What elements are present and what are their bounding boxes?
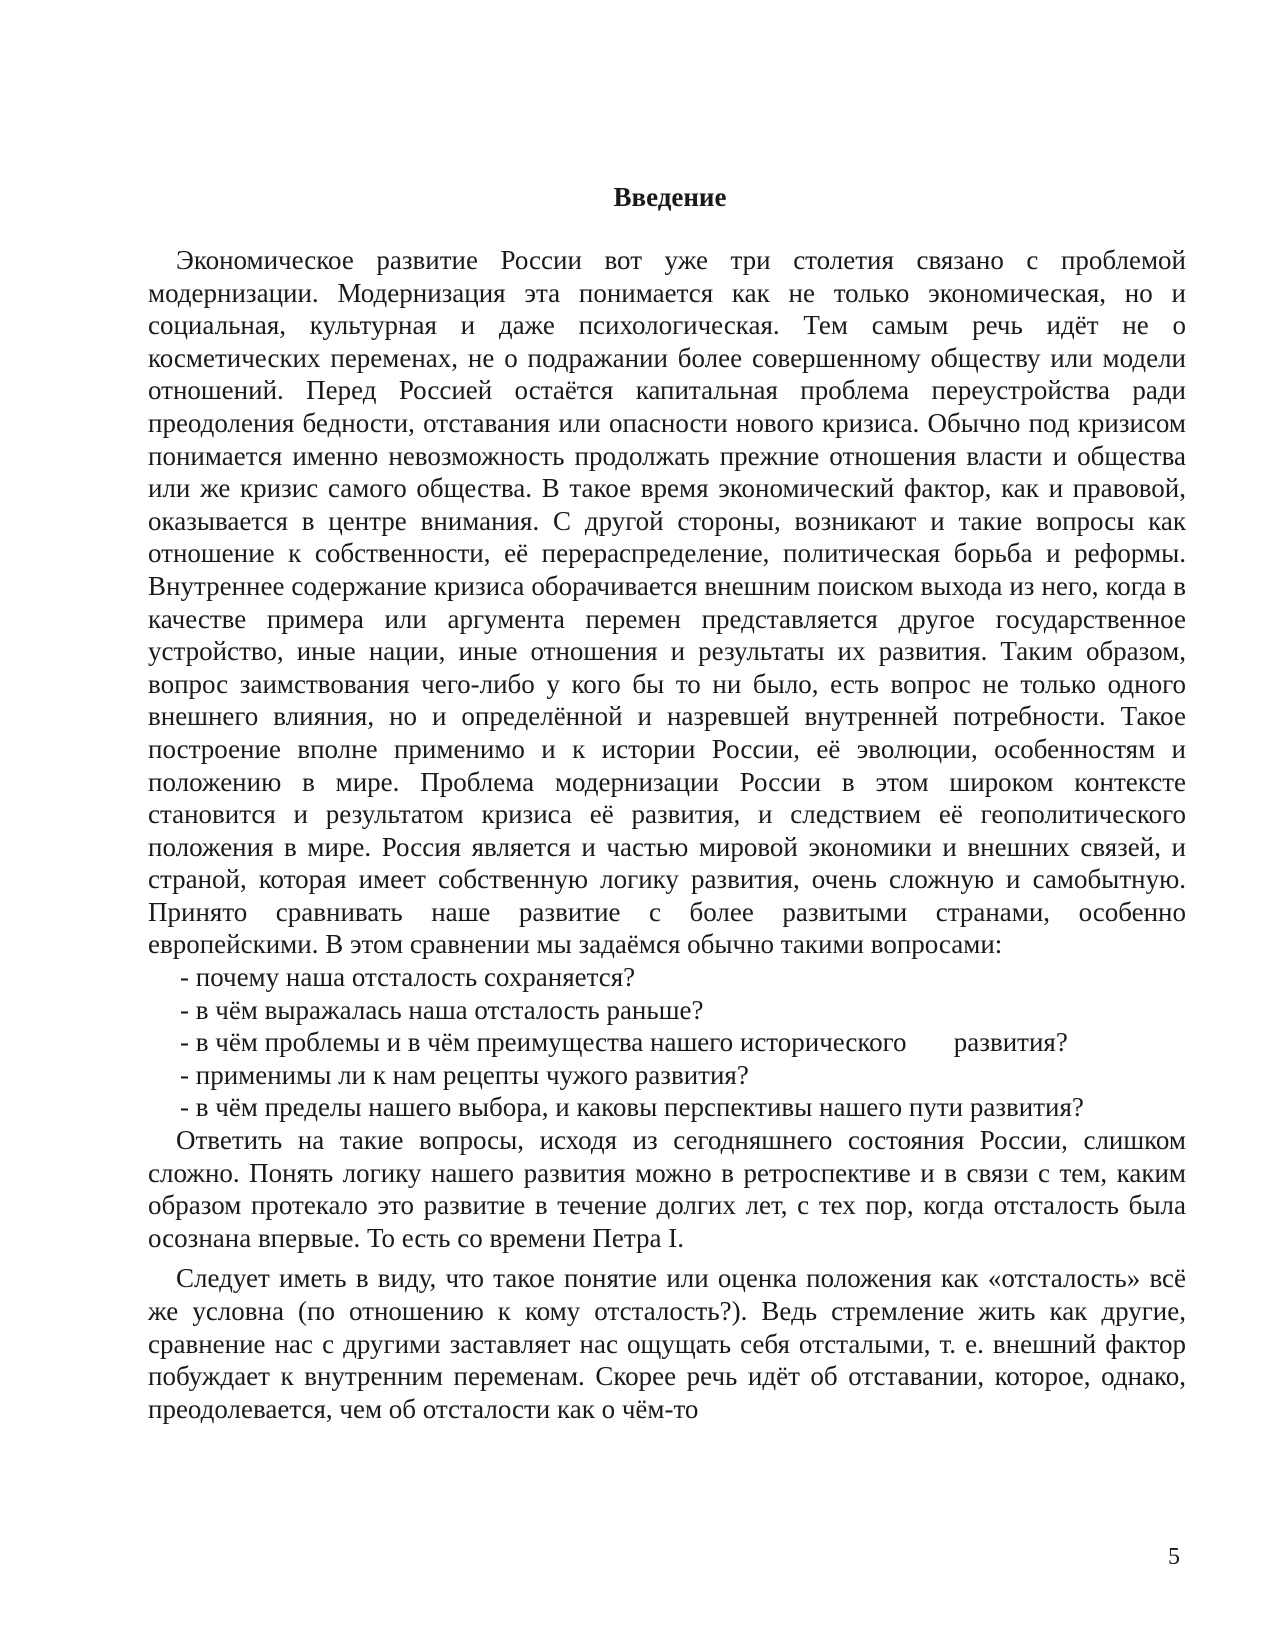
list-item: - в чём выражалась наша отсталость раньше? xyxy=(180,994,704,1025)
paragraph-answer: Ответить на такие вопросы, исходя из сегодняшнего состояния России, слишком сложно. Понять логику нашего развития можно в ретроспективе и в связи с тем, каким образом протекало это развитие в течение долгих лет, с тех пор, когда отсталость была осознана впервые. То есть со времени Петра I. xyxy=(148,1125,1186,1253)
list-item: - в чём пределы нашего выбора, и каковы перспективы нашего пути развития? xyxy=(180,1092,1084,1123)
page-number: 5 xyxy=(1168,1544,1180,1570)
paragraph-intro: Экономическое развитие России вот уже три столетия связано с проблемой модернизации. Модернизация эта понимается как не только экономическая, но и социальная, культурная и даже психологическая. Тем самым речь идёт не о косметических переменах, не о подражании более совершенному обществу или модели отношений. Перед Россией остаётся капитальная проблема переустройства ради преодоления бедности, отставания или опасности нового кризиса. Обычно под кризисом понимается именно невозможность продолжать прежние отношения власти и общества или же кризис самого общества. В такое время экономический фактор, как и правовой, оказывается в центре внимания. С другой стороны, возникают и такие вопросы как отношение к собственности, её перераспределение, политическая борьба и реформы. Внутреннее содержание кризиса оборачивается внешним поиском выхода из него, когда в качестве примера или аргумента перемен представляется другое государственное устройство, иные нации, иные отношения и результаты их развития. Таким образом, вопрос заимствования чего-либо у кого бы то ни было, есть вопрос не только одного внешнего влияния, но и определённой и назревшей внутренней потребности. Такое построение вполне применимо и к истории России, её эволюции, особенностям и положению в мире. Проблема модернизации России в этом широком контексте становится и результатом кризиса её развития, и следствием её геополитического положения в мире. Россия является и частью мировой экономики и внешних связей, и страной, которая имеет собственную логику развития, очень сложную и самобытную. Принято сравнивать наше развитие с более развитыми странами, особенно европейскими. В этом сравнении мы задаёмся обычно такими вопросами: xyxy=(148,245,1186,960)
page-title: Введение xyxy=(613,182,727,212)
document-body xyxy=(148,244,1186,1425)
questions-list xyxy=(148,961,1186,1124)
list-item: - почему наша отсталость сохраняется? xyxy=(180,962,636,993)
list-item: - в чём проблемы и в чём преимущества нашего исторического развития? xyxy=(180,1027,1068,1058)
list-item: - применимы ли к нам рецепты чужого развития? xyxy=(180,1059,749,1090)
paragraph-backwardness: Следует иметь в виду, что такое понятие или оценка положения как «отсталость» всё же условна (по отношению к кому отсталость?). Ведь стремление жить как другие, сравнение нас с другими заставляет нас ощущать себя отсталыми, т. е. внешний фактор побуждает к внутренним переменам. Скорее речь идёт об отставании, которое, однако, преодолевается, чем об отсталости как о чём-то xyxy=(148,1263,1186,1424)
